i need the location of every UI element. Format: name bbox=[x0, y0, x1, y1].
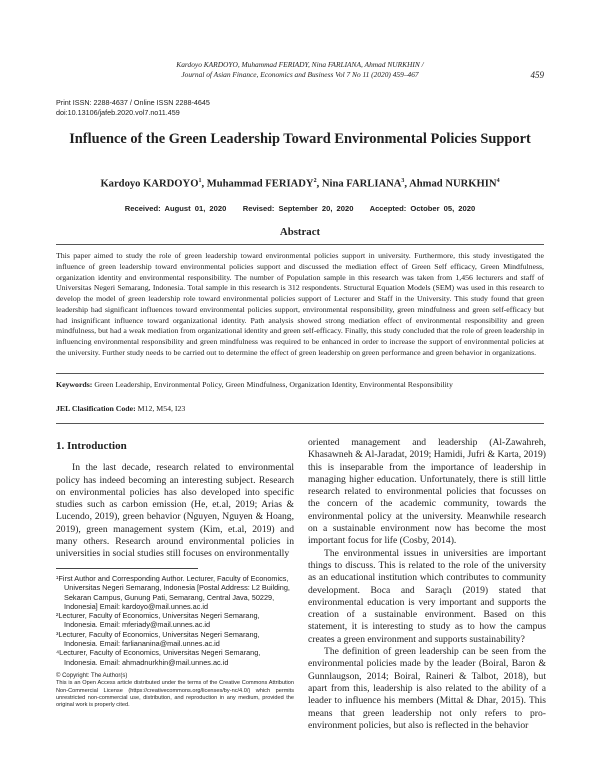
footnotes bbox=[56, 574, 294, 667]
paper-title: Influence of the Green Leadership Toward Environmental Policies Support bbox=[69, 131, 531, 147]
author-mark: 3 bbox=[401, 178, 405, 184]
author-mark: 2 bbox=[313, 178, 317, 184]
author-list: Kardoyo KARDOYO$^1$, Muhammad FERIADY$^2$, Nina FARLIANA$^3$, Ahmad NURKHIN$^4$ bbox=[100, 178, 500, 190]
page-number: 459 bbox=[530, 70, 544, 80]
intro-paragraph: In the last decade, research related to environmental policy has indeed becoming an interesting subject. Research on environmental policies has also developed into specific studies such as carbon emission (He, et.al, 2019; Arias & Lucendo, 2019), green behavior (Nguyen, Nguyen & Hoang, 2019), green management system (Kim, et.al, 2019) and many others. Research around environmental policies in universities in social studies still focuses on environmentally bbox=[56, 462, 294, 560]
publication-dates: Received: August 01, 2020 Revised: September 20, 2020 Accepted: October 05, 2020 bbox=[124, 204, 476, 213]
abstract-top-rule bbox=[56, 244, 544, 245]
jel-codes bbox=[56, 404, 544, 414]
doi-line[interactable]: doi:10.13106/jafeb.2020.vol7.no11.459 bbox=[56, 108, 180, 117]
footnote-rule bbox=[56, 568, 198, 569]
author-name: Ahmad NURKHIN bbox=[409, 178, 497, 190]
abstract-body: This paper aimed to study the role of green leadership toward environmental policies support in university. Furthermore, this study investigated the influence of green leadership toward environmental policies support and discussed the mediation effect of Green Self efficacy, Green Mindfulness, organization identity and environmental responsibility. The number of Population sample in this research was taken from 1,456 lecturers and staff of Universitas Negeri Semarang, Indonesia. Total sample in this research is 312 respondents. Structural Equation Models (SEM) was used in this research to develop the model of green leadership role toward environmental policies support of Lecturer and Staff in the University. This study found that green leadership had significant influences toward environmental policies support, environmental responsibility, green mindfulness and green self-efficacy but had insignificant influence toward organizational identity. Path analysis showed strong mediation effect of environmental responsibility and green mindfulness, but had a weak mediation from organizational identity and green self-efficacy. Finally, this study concluded that the role of green leadership in influencing environmental responsibility and green mindfulness was required to be enhanced in order to increase the support of environmental policies at the university. Further study needs to be carried out to determine the effect of green leadership on green performance and green behavior in organizations. bbox=[56, 251, 544, 357]
author-name: Muhammad FERIADY bbox=[206, 178, 314, 190]
jel-label: JEL Clasification Code: bbox=[56, 404, 136, 413]
keywords-text: Green Leadership, Environmental Policy, Green Mindfulness, Organization Identity, Environmental Responsibility bbox=[94, 380, 453, 389]
abstract-bottom-rule bbox=[56, 373, 544, 374]
running-header-authors: Kardoyo KARDOYO, Muhammad FERIADY, Nina FARLIANA, Ahmad NURKHIN / bbox=[176, 60, 424, 69]
copyright-line: © Copyright: The Author(s) bbox=[56, 673, 128, 679]
abstract-heading: Abstract bbox=[279, 226, 321, 238]
right-column bbox=[308, 437, 546, 732]
keywords-bottom-rule bbox=[56, 423, 544, 424]
author-mark: 1 bbox=[198, 178, 202, 184]
running-header bbox=[120, 60, 480, 80]
copyright-notice bbox=[56, 673, 294, 709]
running-header-journal: Journal of Asian Finance, Economics and Business Vol 7 No 11 (2020) 459–467 bbox=[181, 70, 419, 79]
author-mark: 4 bbox=[496, 178, 500, 184]
issn-line: Print ISSN: 2288-4637 / Online ISSN 2288-4645 bbox=[56, 98, 210, 107]
footnote-1: ¹First Author and Corresponding Author. Lecturer, Faculty of Economics, Universitas Negeri Semarang, Indonesia [Postal Address: L2 Building, Sekaran Campus, Gunung Pati, Semarang, Central Java, 50229, Indonesia] Email: kardoyo@mail.unnes.ac.id bbox=[56, 574, 290, 611]
keywords bbox=[56, 380, 544, 390]
intro-paragraph: The environmental issues in universities are important things to discuss. This is related to the role of the university as an educational institution which contributes to community development. Boca and Saraçlı (2019) stated that environmental education is very important and supports the creation of a sustainable environment. Based on this statement, it is interesting to study as to how the campus creates a green environment and supports sustainability? bbox=[308, 547, 546, 645]
issn-block bbox=[56, 98, 210, 118]
author-name: Kardoyo KARDOYO bbox=[100, 178, 199, 190]
jel-text: M12, M54, I23 bbox=[137, 404, 186, 413]
keywords-label: Keywords: bbox=[56, 380, 93, 389]
license-text: This is an Open Access article distributed under the terms of the Creative Commons Attribution Non-Commercial License (https://creativecommons.org/licenses/by-nc/4.0/) which permits unrestricted non-commercial use, distribution, and reproduction in any medium, provided the original work is properly cited. bbox=[56, 680, 294, 709]
intro-paragraph: oriented management and leadership (Al-Zawahreh, Khasawneh & Al-Jaradat, 2019; Hamidi, Jufri & Karta, 2019) this is inseparable from the importance of leadership in managing higher education. Unfortunately, there is still little research related to environmental policies that focusses on the concern of the academic community, towards the environmental policy at the university. Meanwhile research on a sustainable environment now has become the most important focus for life (Cosby, 2014). bbox=[308, 437, 546, 547]
footnote-4: ⁴Lecturer, Faculty of Economics, Universitas Negeri Semarang, Indonesia. Email: ahmadnurkhin@mail.unnes.ac.id bbox=[56, 648, 261, 667]
footnote-2: ²Lecturer, Faculty of Economics, Universitas Negeri Semarang, Indonesia. Email: mferiady@mail.unnes.ac.id bbox=[56, 611, 260, 630]
section-heading-introduction: 1. Introduction bbox=[56, 440, 127, 452]
author-name: Nina FARLIANA bbox=[321, 178, 402, 190]
footnote-3: ³Lecturer, Faculty of Economics, Universitas Negeri Semarang, Indonesia. Email: farliananina@mail.unnes.ac.id bbox=[56, 629, 260, 649]
intro-paragraph: The definition of green leadership can be seen from the environmental policies made by the leader (Boiral, Baron & Gunnlaugson, 2014; Boiral, Raineri & Talbot, 2018), but apart from this, leadership is also related to the ability of a leader to influence his members (Mittal & Dhar, 2015). This means that green leadership not only refers to pro-environment policies, but also is reflected in the behavior bbox=[308, 646, 546, 731]
left-column bbox=[56, 436, 294, 561]
